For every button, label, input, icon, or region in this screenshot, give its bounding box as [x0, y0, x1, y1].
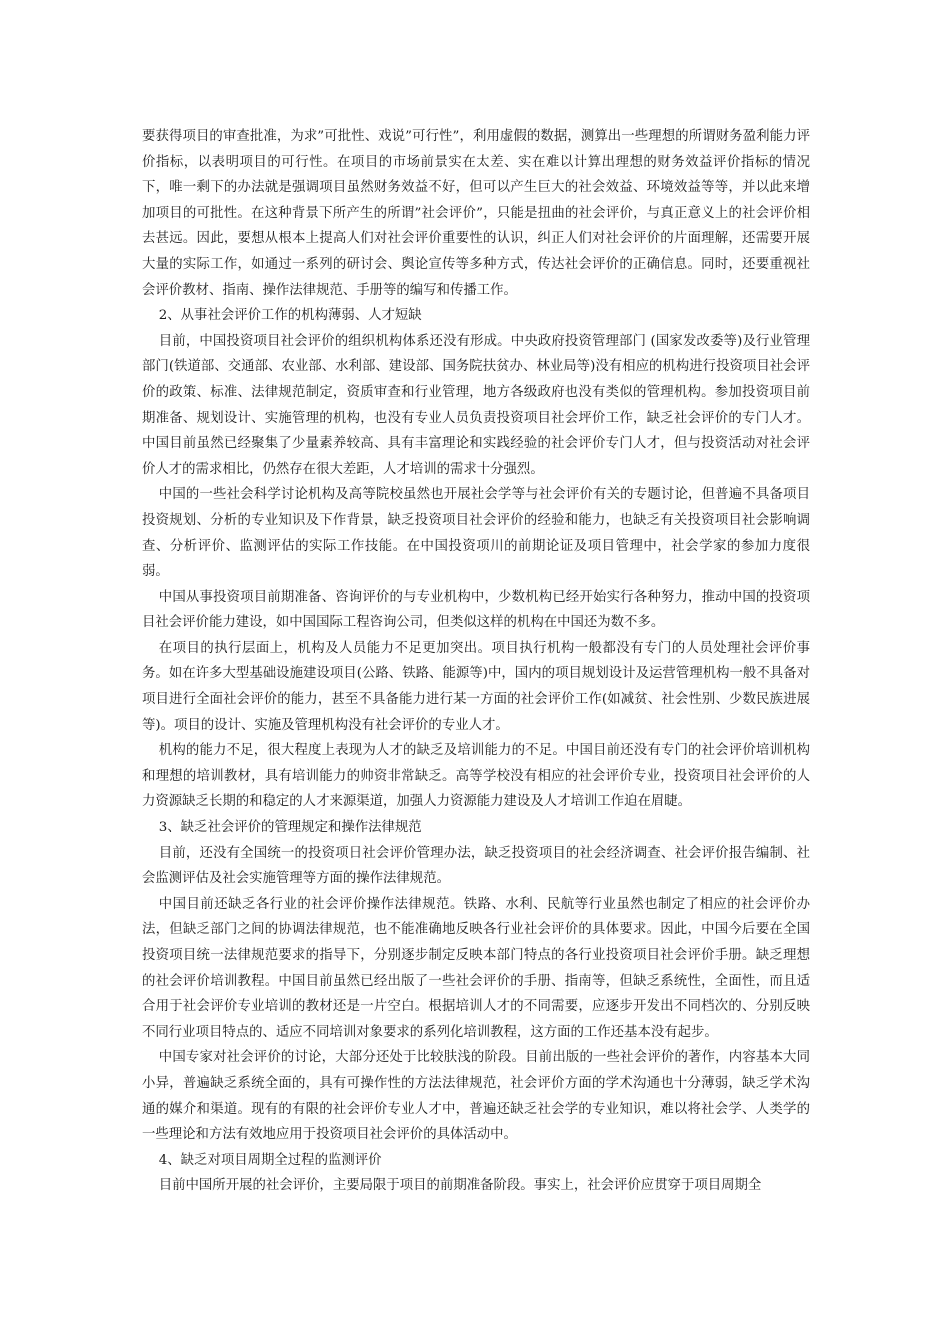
section-heading-3: 3、缺乏社会评价的管理规定和操作法律规范 [158, 820, 422, 836]
paragraph: 在项目的执行层面上，机构及人员能力不足更加突出。项目执行机构一般都没有专门的人员处理社会评价事务。如在许多大型基础设施建设项目(公路、铁路、能源等)中，国内的项目规划设计及运营管理机构一般不具备对项目进行全面社会评价的能力，甚至不具备能力进行某一方面的社会评价工作(如减贫、社会性别、少数民族进展等)。项目的设计、实施及管理机构没有社会评价的专业人才。 [142, 640, 810, 733]
paragraph: 目前，还没有全国统一的投资项日社会评价管理办法，缺乏投资项目的社会经济调查、社会评价报告编制、社会监测评估及社会实施管理等方面的操作法律规范。 [142, 845, 810, 887]
paragraph: 目前，中国投资项目社会评价的组织机构体系还没有形成。中央政府投资管理部门 (国家发改委等)及行业管理部门(铁道部、交通部、农业部、水利部、建设部、国务院扶贫办、林业局等)没有相应的机构进行投资项目社会评价的政策、标准、法律规范制定，资质审查和行业管理，地方各级政府也没有类似的管理机构。参加投资项目前期准备、规划设计、实施管理的机构，也没有专业人员负责投资项目社会坪价工作，缺乏社会评价的专门人才。中国目前虽然已经聚集了少量素养较高、具有丰富理论和实践经验的社会评价专门人才，但与投资活动对社会评价人才的需求相比，仍然存在很大差距，人才培训的需求十分强烈。 [142, 333, 810, 477]
paragraph: 中国目前还缺乏各行业的社会评价操作法律规范。铁路、水利、民航等行业虽然也制定了相应的社会评价办法，但缺乏部门之间的协调法律规范，也不能准确地反映各行业社会评价的具体要求。因此，中国今后要在全国投资项目统一法律规范要求的指导下，分别逐步制定反映本部门特点的各行业投资项目社会评价手册。缺乏理想的社会评价培训教程。中国目前虽然已经出版了一些社会评价的手册、指南等，但缺乏系统性，全面性，而且适合用于社会评价专业培训的教材还是一片空白。根据培训人才的不同需要，应逐步开发出不同档次的、分别反映不同行业项目特点的、适应不同培训对象要求的系列化培训教程，这方面的工作还基本没有起步。 [142, 896, 810, 1040]
section-heading-2: 2、从事社会评价工作的机构薄弱、人才短缺 [158, 308, 422, 324]
paragraph-truncated: 目前中国所开展的社会评价，主要局限于项目的前期准备阶段。事实上，社会评价应贯穿于项目周期全 [158, 1178, 762, 1194]
document-body [142, 124, 810, 1199]
paragraph: 机构的能力不足，很大程度上表现为人才的缺乏及培训能力的不足。中国目前还没有专门的社会评价培训机构和理想的培训教材，具有培训能力的帅资非常缺乏。高等学校没有相应的社会评价专业，投资项目社会评价的人力资源缺乏长期的和稳定的人才来源渠道，加强人力资源能力建设及人才培训工作迫在眉睫。 [142, 743, 810, 810]
paragraph: 中国专家对社会评价的讨论，大部分还处于比较肤浅的阶段。目前出版的一些社会评价的著作，内容基本大同小异，普遍缺乏系统全面的，具有可操作性的方法法律规范，社会评价方面的学术沟通也十分薄弱，缺乏学术沟通的媒介和渠道。现有的有限的社会评价专业人才中，普遍还缺乏社会学的专业知识，难以将社会学、人类学的一些理论和方法有效地应用于投资项目社会评价的具体活动中。 [142, 1050, 810, 1143]
section-heading-4: 4、缺乏对项目周期全过程的监测评价 [158, 1152, 382, 1168]
paragraph: 中国的一些社会科学讨论机构及高等院校虽然也开展社会学等与社会评价有关的专题讨论，但普遍不具备项目投资规划、分析的专业知识及下作背景，缺乏投资项目社会评价的经验和能力，也缺乏有关投资项目社会影响调查、分析评价、监测评估的实际工作技能。在中国投资项川的前期论证及项目管理中，社会学家的参加力度很弱。 [142, 487, 810, 580]
paragraph: 中国从事投资项目前期准备、咨询评价的与专业机构中，少数机构已经开始实行各种努力，推动中国的投资项目社会评价能力建设，如中国国际工程咨询公司，但类似这样的机构在中国还为数不多。 [142, 589, 810, 631]
paragraph-continuation: 要获得项目的审查批准，为求”可批性、戏说”可行性”，利用虚假的数据，测算出一些理想的所谓财务盈利能力评价指标，以表明项目的可行性。在项目的市场前景实在太差、实在难以计算出理想的财务效益评价指标的情况下，唯一剩下的办法就是强调项目虽然财务效益不好，但可以产生巨大的社会效益、环境效益等等，并以此来增加项目的可批性。在这种背景下所产生的所谓”社会评价”，只能是扭曲的社会评价，与真正意义上的社会评价相去甚远。因此，要想从根本上提高人们对社会评价重要性的认识，纠正人们对社会评价的片面理解，还需要开展大量的实际工作，如通过一系列的研讨会、舆论宣传等多种方式，传达社会评价的正确信息。同时，还要重视社会评价教材、指南、操作法律规范、手册等的编写和传播工作。 [142, 129, 810, 298]
